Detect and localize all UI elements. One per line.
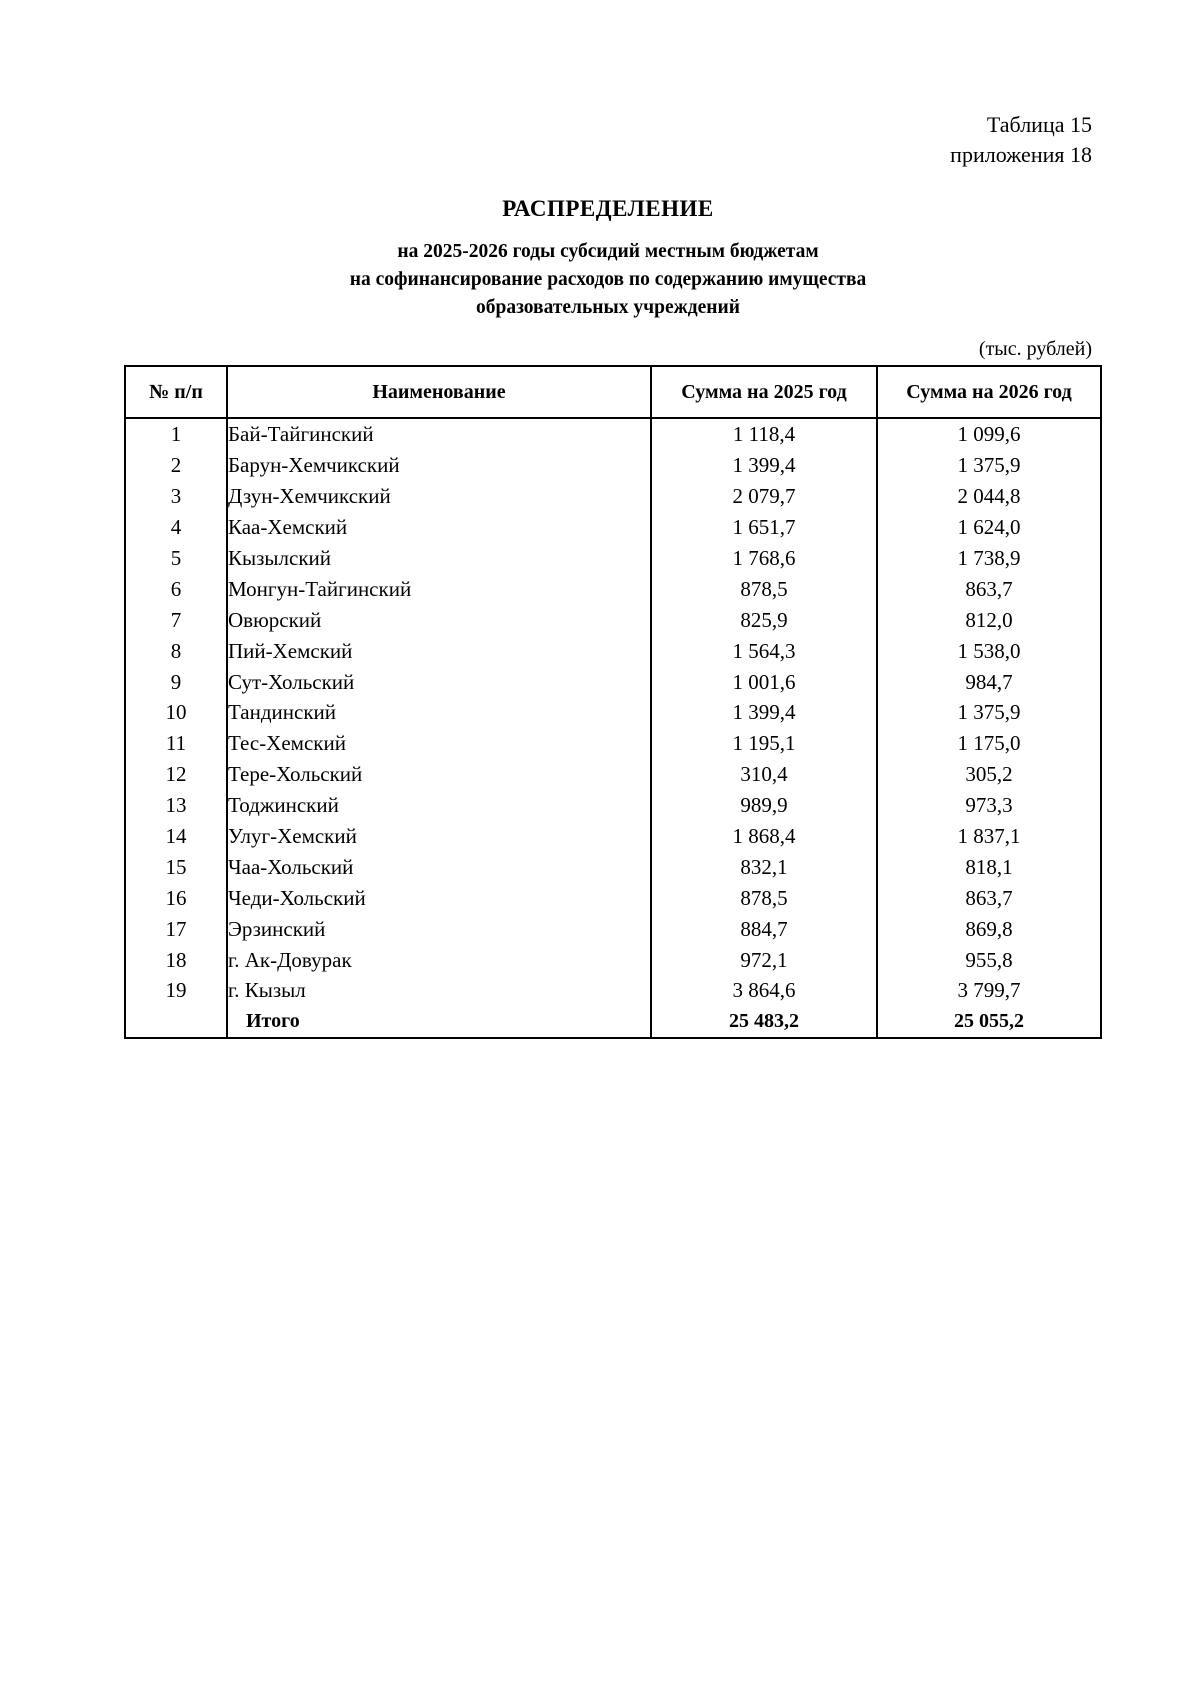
row-sum-2026: 869,8 [877,913,1101,944]
units-note: (тыс. рублей) [978,338,1092,360]
distribution-table [124,365,1102,1039]
row-sum-2026: 863,7 [877,573,1101,604]
table-row [125,543,1101,574]
row-sum-2026: 955,8 [877,944,1101,975]
row-name: Каа-Хемский [227,512,651,543]
row-number: 19 [125,975,227,1006]
row-name: г. Ак-Довурак [227,944,651,975]
row-number: 3 [125,481,227,512]
row-name: Барун-Хемчикский [227,450,651,481]
row-sum-2026: 1 624,0 [877,512,1101,543]
row-sum-2026: 1 738,9 [877,543,1101,574]
row-name: Дзун-Хемчикский [227,481,651,512]
row-sum-2026: 863,7 [877,882,1101,913]
total-label: Итого [227,1006,651,1038]
row-number: 16 [125,882,227,913]
table-row [125,790,1101,821]
row-sum-2025: 1 651,7 [651,512,877,543]
row-number: 2 [125,450,227,481]
column-header-2025: Сумма на 2025 год [651,366,877,418]
row-name: Пий-Хемский [227,635,651,666]
row-name: Кызылский [227,543,651,574]
table-row [125,944,1101,975]
document-subtitle [0,238,1200,322]
row-sum-2025: 989,9 [651,790,877,821]
row-number: 13 [125,790,227,821]
row-number: 6 [125,573,227,604]
table-row [125,450,1101,481]
table-number: Таблица 15 [986,112,1092,137]
column-header-number: № п/п [125,366,227,418]
table-row [125,481,1101,512]
row-sum-2025: 310,4 [651,759,877,790]
row-sum-2026: 2 044,8 [877,481,1101,512]
column-header-2026: Сумма на 2026 год [877,366,1101,418]
row-sum-2026: 1 175,0 [877,728,1101,759]
table-row [125,975,1101,1006]
row-name: Чеди-Хольский [227,882,651,913]
table-header-row [125,366,1101,418]
table-row [125,851,1101,882]
row-sum-2025: 1 399,4 [651,697,877,728]
row-name: Тес-Хемский [227,728,651,759]
total-sum-2025: 25 483,2 [651,1006,877,1038]
row-sum-2025: 2 079,7 [651,481,877,512]
row-sum-2026: 3 799,7 [877,975,1101,1006]
row-name: Бай-Тайгинский [227,418,651,450]
table-row [125,573,1101,604]
row-sum-2026: 984,7 [877,666,1101,697]
row-sum-2025: 972,1 [651,944,877,975]
row-number: 1 [125,418,227,450]
row-name: г. Кызыл [227,975,651,1006]
row-number: 4 [125,512,227,543]
row-sum-2025: 3 864,6 [651,975,877,1006]
row-sum-2025: 878,5 [651,882,877,913]
row-number: 11 [125,728,227,759]
appendix-number: приложения 18 [950,142,1092,167]
row-sum-2026: 818,1 [877,851,1101,882]
total-sum-2026: 25 055,2 [877,1006,1101,1038]
row-name: Тере-Хольский [227,759,651,790]
row-sum-2026: 1 375,9 [877,697,1101,728]
total-number [125,1006,227,1038]
row-sum-2025: 1 768,6 [651,543,877,574]
table-row [125,759,1101,790]
row-number: 12 [125,759,227,790]
row-sum-2026: 812,0 [877,604,1101,635]
row-sum-2026: 1 837,1 [877,821,1101,852]
subtitle-line: на софинансирование расходов по содержанию имущества [349,269,867,290]
row-sum-2026: 973,3 [877,790,1101,821]
row-number: 7 [125,604,227,635]
row-number: 15 [125,851,227,882]
row-number: 14 [125,821,227,852]
row-number: 10 [125,697,227,728]
row-sum-2025: 1 001,6 [651,666,877,697]
table-row [125,512,1101,543]
row-sum-2025: 832,1 [651,851,877,882]
row-number: 5 [125,543,227,574]
table-row [125,821,1101,852]
table-row [125,882,1101,913]
row-number: 18 [125,944,227,975]
table-row [125,635,1101,666]
table-reference [950,110,1092,170]
table-row [125,418,1101,450]
row-name: Сут-Хольский [227,666,651,697]
table-row [125,913,1101,944]
row-name: Тоджинский [227,790,651,821]
column-header-name: Наименование [227,366,651,418]
row-sum-2026: 1 538,0 [877,635,1101,666]
row-sum-2026: 1 099,6 [877,418,1101,450]
row-number: 9 [125,666,227,697]
row-sum-2025: 825,9 [651,604,877,635]
row-sum-2025: 1 868,4 [651,821,877,852]
subtitle-line: образовательных учреждений [475,297,741,318]
row-sum-2026: 305,2 [877,759,1101,790]
row-sum-2026: 1 375,9 [877,450,1101,481]
row-name: Чаа-Хольский [227,851,651,882]
row-name: Тандинский [227,697,651,728]
row-sum-2025: 1 195,1 [651,728,877,759]
row-number: 8 [125,635,227,666]
row-name: Эрзинский [227,913,651,944]
row-sum-2025: 1 564,3 [651,635,877,666]
row-sum-2025: 878,5 [651,573,877,604]
row-name: Овюрский [227,604,651,635]
table-row [125,728,1101,759]
row-name: Улуг-Хемский [227,821,651,852]
table-row [125,604,1101,635]
subtitle-line: на 2025-2026 годы субсидий местным бюджетам [397,241,819,262]
row-sum-2025: 1 399,4 [651,450,877,481]
row-sum-2025: 1 118,4 [651,418,877,450]
document-title: РАСПРЕДЕЛЕНИЕ [502,196,714,221]
total-row [125,1006,1101,1038]
table-row [125,666,1101,697]
row-number: 17 [125,913,227,944]
row-sum-2025: 884,7 [651,913,877,944]
table-row [125,697,1101,728]
table-body [125,418,1101,1038]
row-name: Монгун-Тайгинский [227,573,651,604]
